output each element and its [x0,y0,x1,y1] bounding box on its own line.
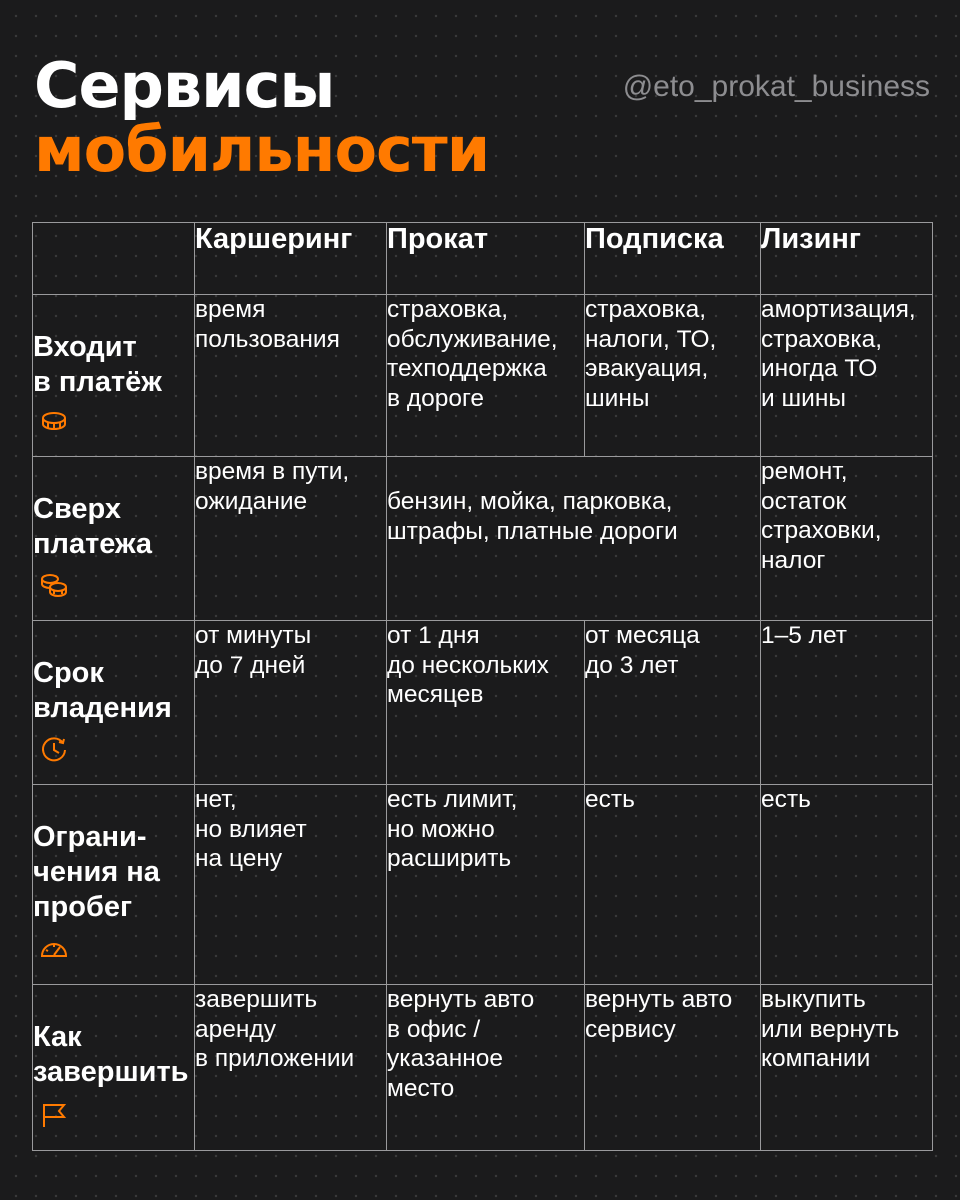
corner-cell [33,223,195,295]
clock-icon [39,734,69,764]
row-header-label: Сверх платежа [33,493,153,560]
cell-included-carsharing: время пользования [195,295,387,457]
row-header-label: Как завершить [33,1021,189,1088]
table-row [33,985,933,1151]
cell-finish-subscription: вернуть авто сервису [585,985,761,1151]
cell-extra-leasing: ремонт, остаток страховки, налог [761,457,933,621]
cell-mileage-rental: есть лимит, но можно расширить [387,785,585,985]
speedometer-icon [39,934,69,964]
coin-icon [39,406,69,436]
comparison-table [32,222,933,1151]
page-title [34,49,490,186]
row-header-label: Срок владения [33,657,172,724]
column-header-subscription: Подписка [585,223,761,295]
cell-extra-rental-subscription: бензин, мойка, парковка, штрафы, платные дороги [387,457,761,621]
cell-included-rental: страховка, обслуживание, техподдержка в дороге [387,295,585,457]
cell-finish-carsharing: завершить аренду в приложении [195,985,387,1151]
column-header-leasing: Лизинг [761,223,933,295]
cell-ownership-carsharing: от минуты до 7 дней [195,621,387,785]
row-header-label: Входит в платёж [33,331,162,398]
table-row [33,621,933,785]
coins-stack-icon [39,570,69,600]
column-header-carsharing: Каршеринг [195,223,387,295]
account-handle: @eto_prokat_business [622,70,930,103]
table-header-row [33,223,933,295]
cell-extra-carsharing: время в пути, ожидание [195,457,387,621]
table-row [33,457,933,621]
flag-icon [39,1100,69,1130]
cell-ownership-subscription: от месяца до 3 лет [585,621,761,785]
row-header-ownership [33,621,195,785]
column-header-rental: Прокат [387,223,585,295]
cell-mileage-leasing: есть [761,785,933,985]
cell-finish-rental: вернуть авто в офис / указанное место [387,985,585,1151]
cell-finish-leasing: выкупить или вернуть компании [761,985,933,1151]
title-line-orange: мобильности [34,113,490,186]
cell-mileage-subscription: есть [585,785,761,985]
table-row [33,295,933,457]
table-row [33,785,933,985]
row-header-mileage [33,785,195,985]
cell-mileage-carsharing: нет, но влияет на цену [195,785,387,985]
cell-included-subscription: страховка, налоги, ТО, эвакуация, шины [585,295,761,457]
cell-ownership-rental: от 1 дня до нескольких месяцев [387,621,585,785]
title-line-white: Сервисы [34,49,335,122]
row-header-included [33,295,195,457]
row-header-finish [33,985,195,1151]
row-header-label: Ограни- чения на пробег [33,821,160,923]
cell-included-leasing: амортизация, страховка, иногда ТО и шины [761,295,933,457]
row-header-extra [33,457,195,621]
cell-ownership-leasing: 1–5 лет [761,621,933,785]
